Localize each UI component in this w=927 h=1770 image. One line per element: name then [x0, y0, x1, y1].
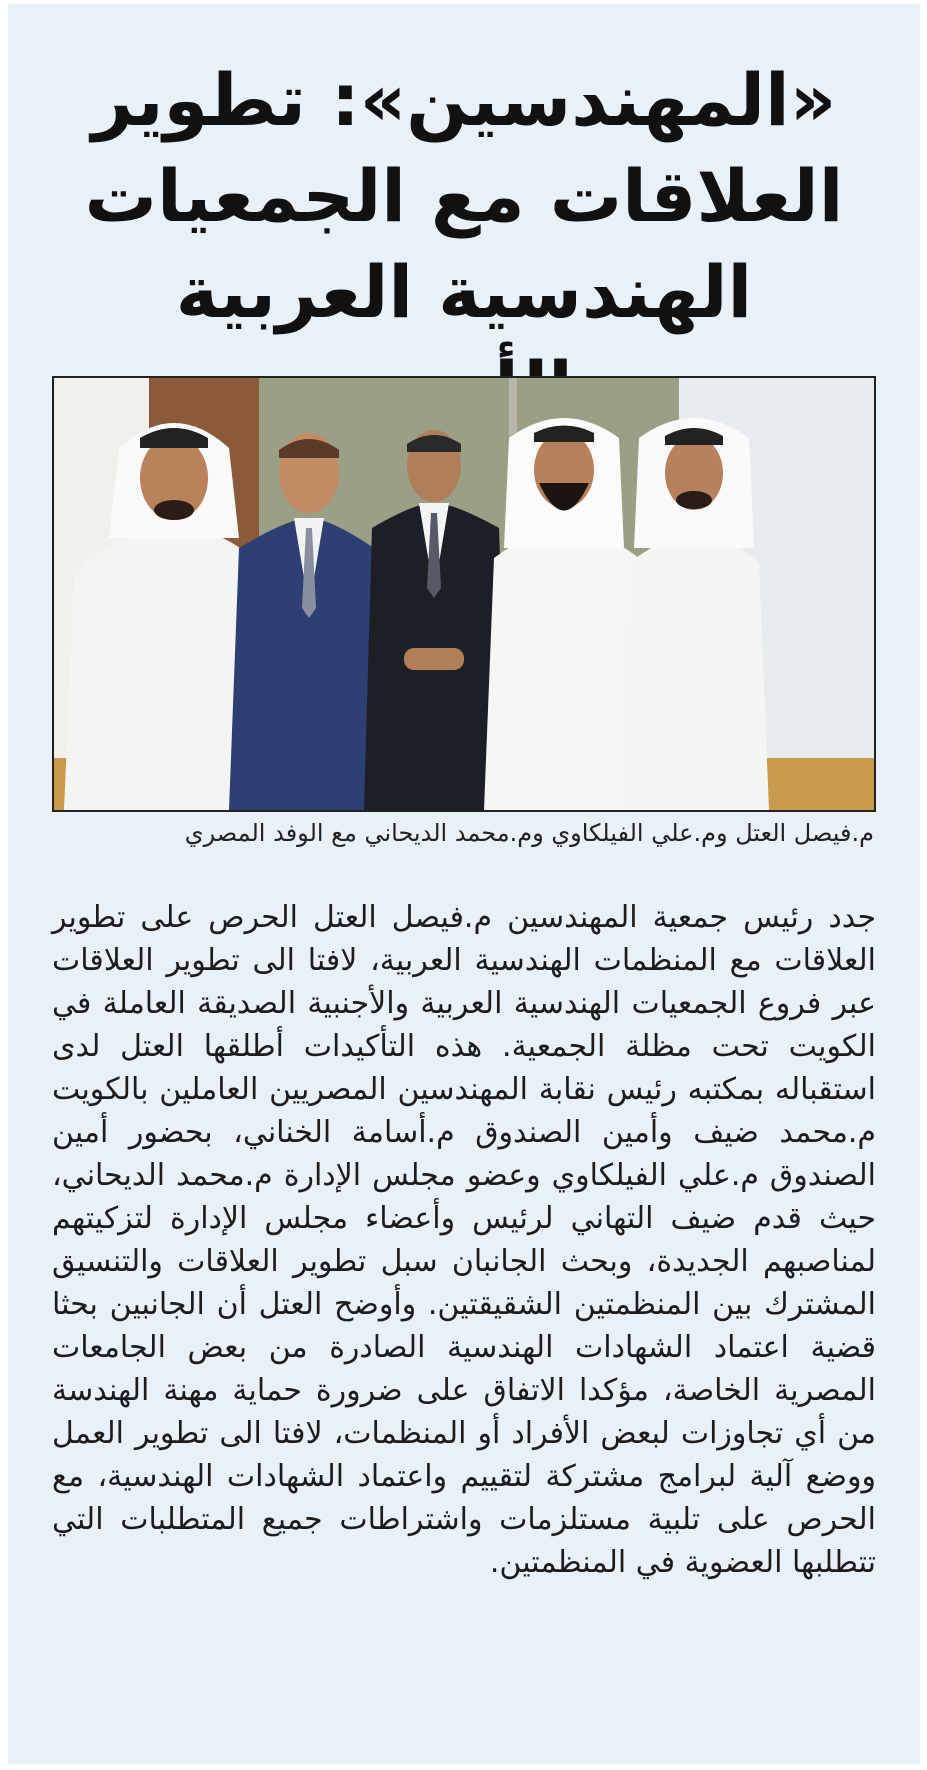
newspaper-clipping: [8, 4, 920, 1764]
person-5: [619, 418, 769, 810]
article-body: جدد رئيس جمعية المهندسين م.فيصل العتل الحرص على تطوير العلاقات مع المنظمات الهندسية العربية، لافتا الى تطوير العلاقات عبر فروع الجمعيات الهندسية العربية والأجنبية الصديقة العاملة في الكويت تحت مظلة الجمعية. هذه التأكيدات أطلقها العتل لدى استقباله بمكتبه رئيس نقابة المهندسين المصريين العاملين بالكويت م.محمد ضيف وأمين الصندوق م.أسامة الخناني، بحضور أمين الصندوق م.علي الفيلكاوي وعضو مجلس الإدارة م.محمد الديحاني، حيث قدم ضيف التهاني لرئيس وأعضاء مجلس الإدارة لتزكيتهم لمناصبهم الجديدة، وبحث الجانبان سبل تطوير العلاقات والتنسيق المشترك بين المنظمتين الشقيقتين. وأوضح العتل أن الجانبين بحثا قضية اعتماد الشهادات الهندسية الصادرة من بعض الجامعات المصرية الخاصة، مؤكدا الاتفاق على ضرورة حماية مهنة الهندسة من أي تجاوزات لبعض الأفراد أو المنظمات، لافتا الى تطوير العمل ووضع آلية لبرامج مشتركة لتقييم واعتماد الشهادات الهندسية، مع الحرص على تلبية مستلزمات واشتراطات جميع المتطلبات التي تتطلبها العضوية في المنظمتين.: [52, 900, 876, 1580]
photo-caption: م.فيصل العتل وم.علي الفيلكاوي وم.محمد الديحاني مع الوفد المصري: [184, 819, 874, 847]
article-photo: [52, 376, 876, 812]
article-headline: «المهندسين»: تطوير العلاقات مع الجمعيات الهندسية العربية: [84, 58, 844, 334]
group-photo-illustration: [54, 378, 874, 810]
